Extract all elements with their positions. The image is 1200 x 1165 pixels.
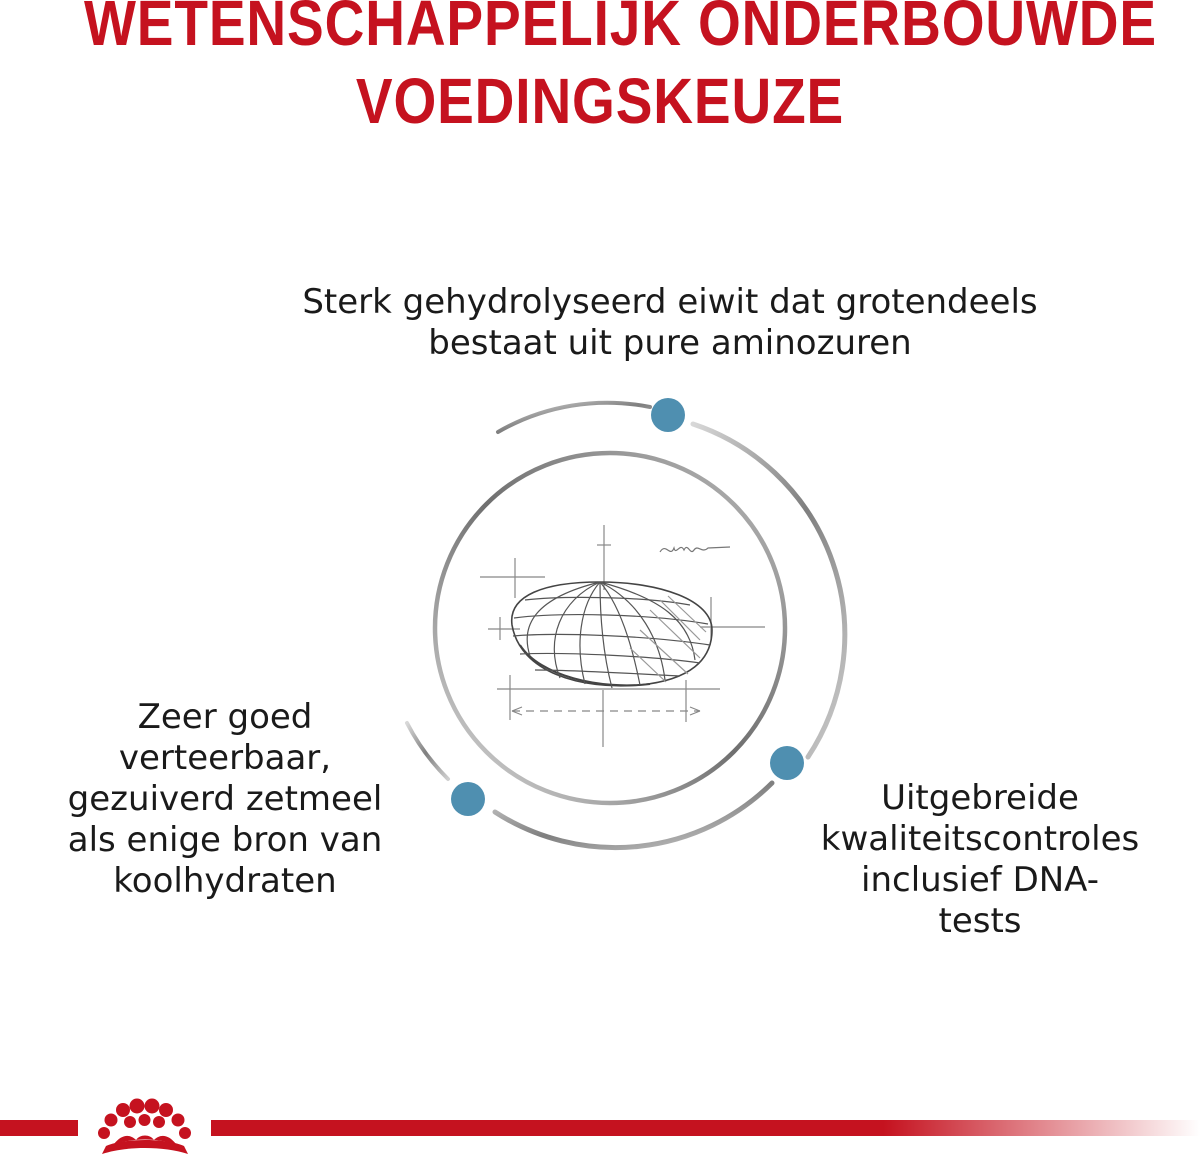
outer-ring-arc-right	[693, 424, 845, 757]
outer-ring-arc-left	[407, 723, 448, 779]
feature-dot-top	[651, 398, 685, 432]
feature-top-line-1: Sterk gehydrolyseerd eiwit dat grotendeels	[302, 282, 1038, 322]
feature-left-line-1: Zeer goed	[137, 697, 313, 737]
outer-ring-arc-top	[498, 403, 650, 432]
title-line-1: WETENSCHAPPELIJK ONDERBOUWDE	[84, 0, 1157, 59]
feature-right-line-2: kwaliteitscontroles	[820, 819, 1140, 859]
feature-right-line-3: inclusief DNA-	[861, 860, 1099, 900]
feature-left-line-4: als enige bron van	[67, 820, 383, 860]
footer-bar-left	[0, 1120, 78, 1136]
feature-caption-right	[790, 778, 1170, 942]
feature-right-line-1: Uitgebreide	[881, 778, 1079, 818]
feature-caption-top	[250, 282, 1090, 364]
brand-footer	[0, 1090, 1200, 1165]
feature-dot-left	[451, 782, 485, 816]
outer-ring-arc-bottom	[495, 783, 772, 848]
inner-ring	[435, 453, 785, 803]
feature-dot-right	[770, 746, 804, 780]
outer-ring	[407, 403, 845, 848]
feature-left-line-2: verteerbaar,	[118, 738, 332, 778]
feature-left-line-5: koolhydraten	[113, 861, 337, 901]
title-line-2: VOEDINGSKEUZE	[355, 65, 845, 137]
feature-caption-left	[40, 697, 410, 902]
footer-bar-right	[211, 1120, 1200, 1136]
feature-right-line-4: tests	[938, 901, 1022, 941]
feature-top-line-2: bestaat uit pure aminozuren	[428, 323, 912, 363]
feature-left-line-3: gezuiverd zetmeel	[67, 779, 383, 819]
royal-canin-crown-logo	[84, 1090, 206, 1165]
kibble-sketch-icon	[480, 525, 765, 747]
